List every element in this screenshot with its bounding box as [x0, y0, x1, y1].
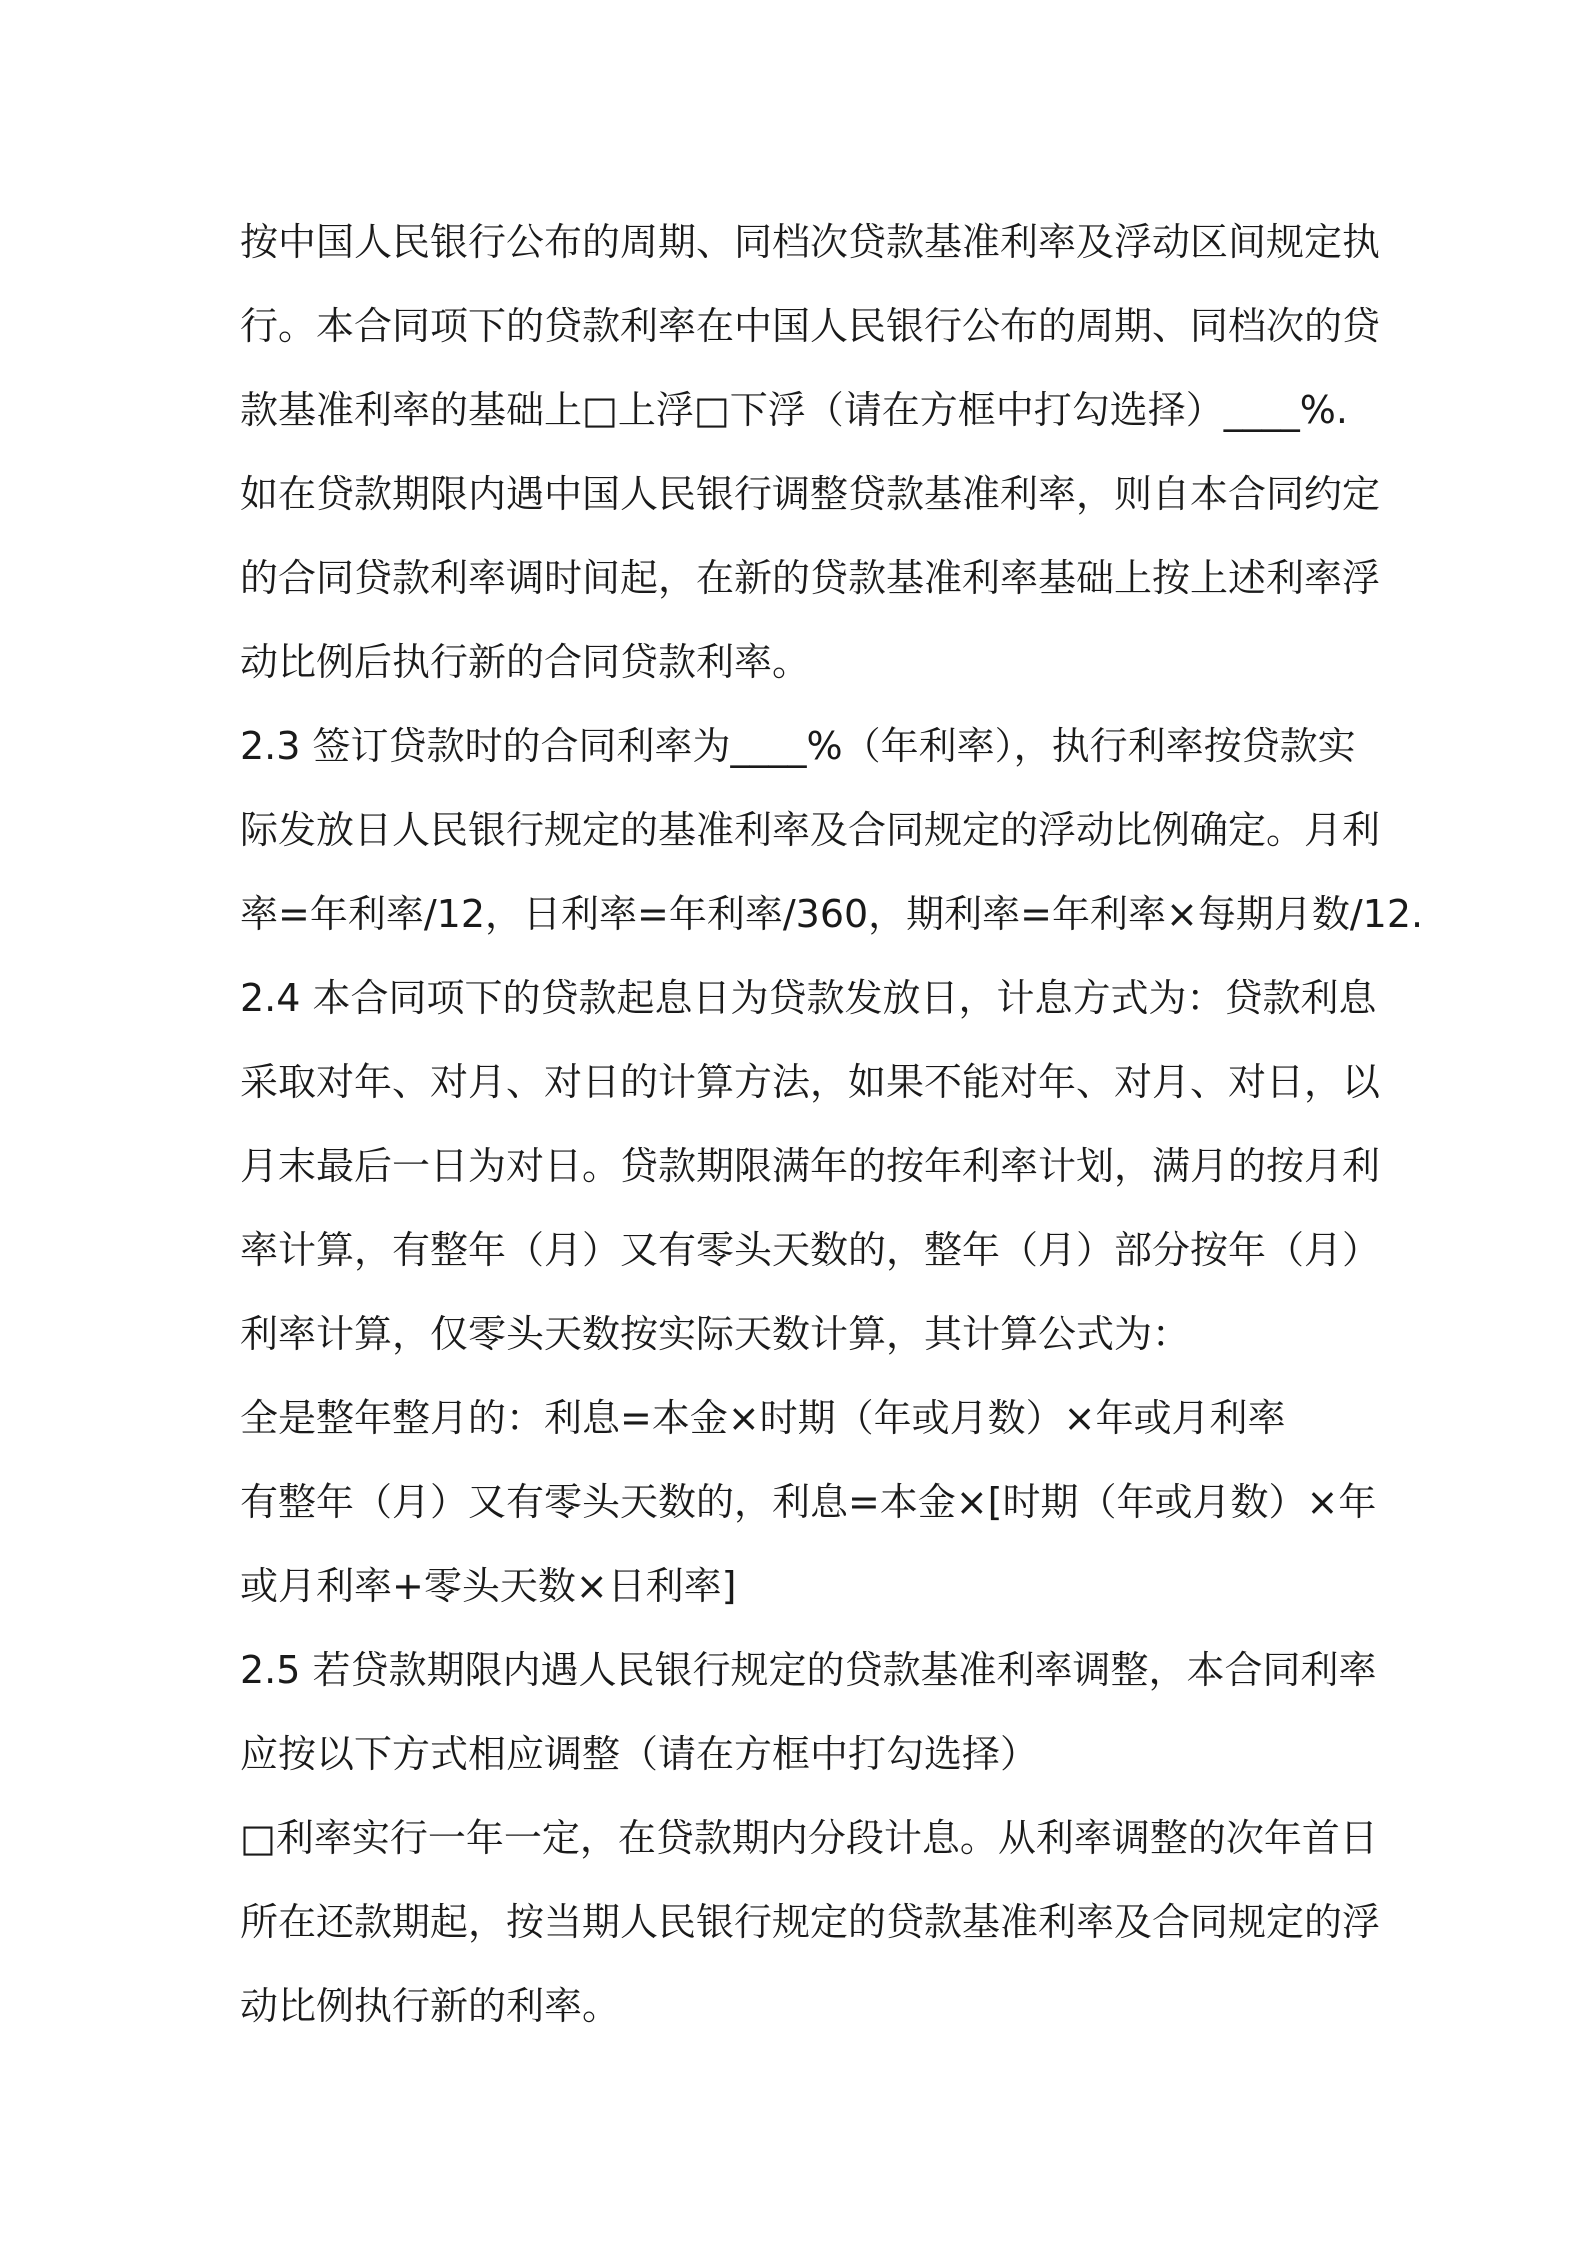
document-body — [240, 200, 1424, 2048]
text-line: 动比例后执行新的合同贷款利率。 — [240, 640, 811, 684]
formula-line: 有整年（月）又有零头天数的，利息=本金×[时期（年或月数）×年 — [240, 1480, 1377, 1524]
checkbox-option-line: □利率实行一年一定，在贷款期内分段计息。从利率调整的次年首日 — [240, 1816, 1378, 1860]
text-line: 所在还款期起，按当期人民银行规定的贷款基准利率及合同规定的浮 — [240, 1900, 1381, 1944]
section-2-5-line: 2.5 若贷款期限内遇人民银行规定的贷款基准利率调整，本合同利率 — [240, 1648, 1377, 1692]
text-line: 际发放日人民银行规定的基准利率及合同规定的浮动比例确定。月利 — [240, 808, 1381, 852]
text-line: 月末最后一日为对日。贷款期限满年的按年利率计划，满月的按月利 — [240, 1144, 1381, 1188]
text-line: 的合同贷款利率调时间起，在新的贷款基准利率基础上按上述利率浮 — [240, 556, 1381, 600]
formula-line: 或月利率+零头天数×日利率] — [240, 1564, 737, 1608]
section-2-4-line: 2.4 本合同项下的贷款起息日为贷款发放日，计息方式为：贷款利息 — [240, 976, 1377, 1020]
text-line: 动比例执行新的利率。 — [240, 1984, 621, 2028]
text-line: 行。本合同项下的贷款利率在中国人民银行公布的周期、同档次的贷 — [240, 304, 1381, 348]
formula-line: 全是整年整月的：利息=本金×时期（年或月数）×年或月利率 — [240, 1396, 1286, 1440]
text-line: 率=年利率/12，日利率=年利率/360，期利率=年利率×每期月数/12. — [240, 892, 1424, 936]
text-line: 款基准利率的基础上□上浮□下浮（请在方框中打勾选择）____%. — [240, 388, 1348, 432]
text-line: 率计算，有整年（月）又有零头天数的，整年（月）部分按年（月） — [240, 1228, 1381, 1272]
text-line: 按中国人民银行公布的周期、同档次贷款基准利率及浮动区间规定执 — [240, 220, 1381, 264]
text-line: 利率计算，仅零头天数按实际天数计算，其计算公式为： — [240, 1312, 1191, 1356]
section-2-3-line: 2.3 签订贷款时的合同利率为____%（年利率），执行利率按贷款实 — [240, 724, 1356, 768]
text-line: 如在贷款期限内遇中国人民银行调整贷款基准利率，则自本合同约定 — [240, 472, 1381, 516]
text-line: 采取对年、对月、对日的计算方法，如果不能对年、对月、对日，以 — [240, 1060, 1381, 1104]
text-line: 应按以下方式相应调整（请在方框中打勾选择） — [240, 1732, 1039, 1776]
